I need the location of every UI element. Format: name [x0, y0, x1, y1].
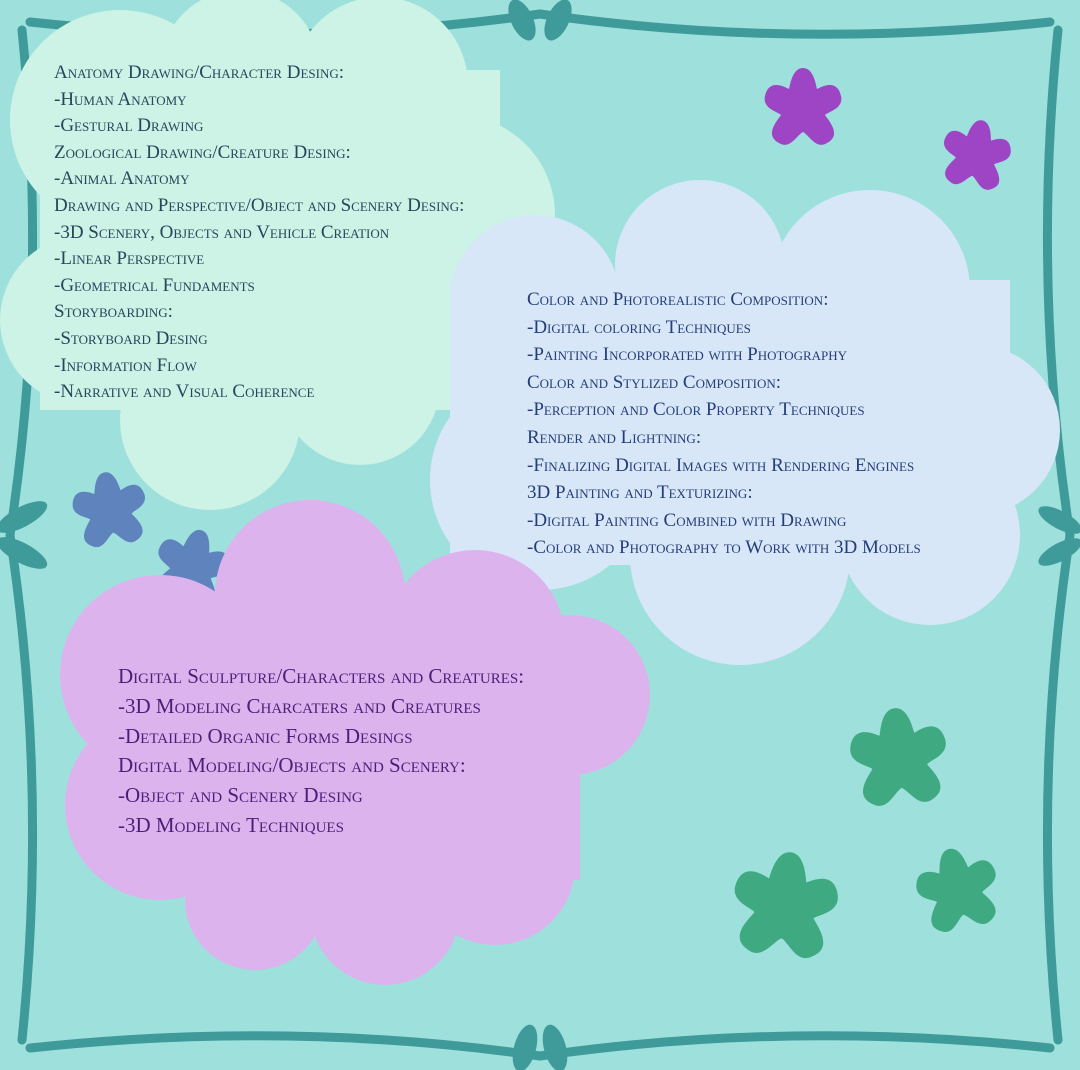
frame-knot-bottom [508, 1022, 572, 1070]
text-line: -3D Modeling Charcaters and Creatures [118, 693, 481, 718]
text-line: -Animal Anatomy [54, 168, 190, 190]
text-line: Digital Modeling/Objects and Scenery: [118, 753, 466, 778]
text-line: -Finalizing Digital Images with Rendering Engines [527, 454, 915, 476]
cloud-purple-text [118, 662, 524, 841]
text-line: -Narrative and Visual Coherence [54, 381, 315, 403]
cloud-blue-text [527, 286, 921, 562]
text-line: 3D Painting and Texturizing: [527, 482, 753, 504]
text-line: -Linear Perspective [54, 248, 205, 270]
text-line: -Storyboard Desing [54, 327, 208, 349]
flower-icon [847, 704, 951, 808]
text-line: -Geometrical Fundaments [54, 274, 255, 296]
text-line: Digital Sculpture/Characters and Creatures: [118, 664, 525, 688]
text-line: Storyboarding: [54, 301, 173, 323]
text-line: Zoological Drawing/Creature Desing: [54, 141, 351, 163]
text-line: -Detailed Organic Forms Desings [118, 723, 413, 748]
text-line: -Gestural Drawing [54, 115, 204, 137]
flower-icon [69, 467, 151, 549]
flower-icon [910, 841, 1006, 937]
text-line: Drawing and Perspective/Object and Scenery Desing: [54, 194, 465, 216]
frame-knot-top [503, 0, 578, 45]
text-line: -Color and Photography to Work with 3D Models [527, 537, 921, 559]
flower-icon [765, 68, 842, 145]
text-line: -Digital coloring Techniques [527, 316, 751, 338]
text-line: -Painting Incorporated with Photography [527, 344, 848, 366]
text-line: -3D Scenery, Objects and Vehicle Creation [54, 221, 390, 243]
text-line: Render and Lightning: [527, 426, 702, 448]
flower-icon [728, 847, 842, 961]
text-line: Color and Stylized Composition: [527, 371, 782, 393]
cloud-green-text [54, 60, 464, 406]
text-line: -Information Flow [54, 354, 197, 376]
text-line: -Human Anatomy [54, 88, 187, 110]
text-line: Color and Photorealistic Composition: [527, 289, 829, 310]
text-line: -Perception and Color Property Techniques [527, 399, 865, 421]
text-line: Anatomy Drawing/Character Desing: [54, 62, 344, 83]
text-line: -Digital Painting Combined with Drawing [527, 509, 847, 531]
flower-icon [937, 114, 1015, 192]
text-line: -3D Modeling Techniques [118, 812, 344, 837]
text-line: -Object and Scenery Desing [118, 783, 363, 808]
